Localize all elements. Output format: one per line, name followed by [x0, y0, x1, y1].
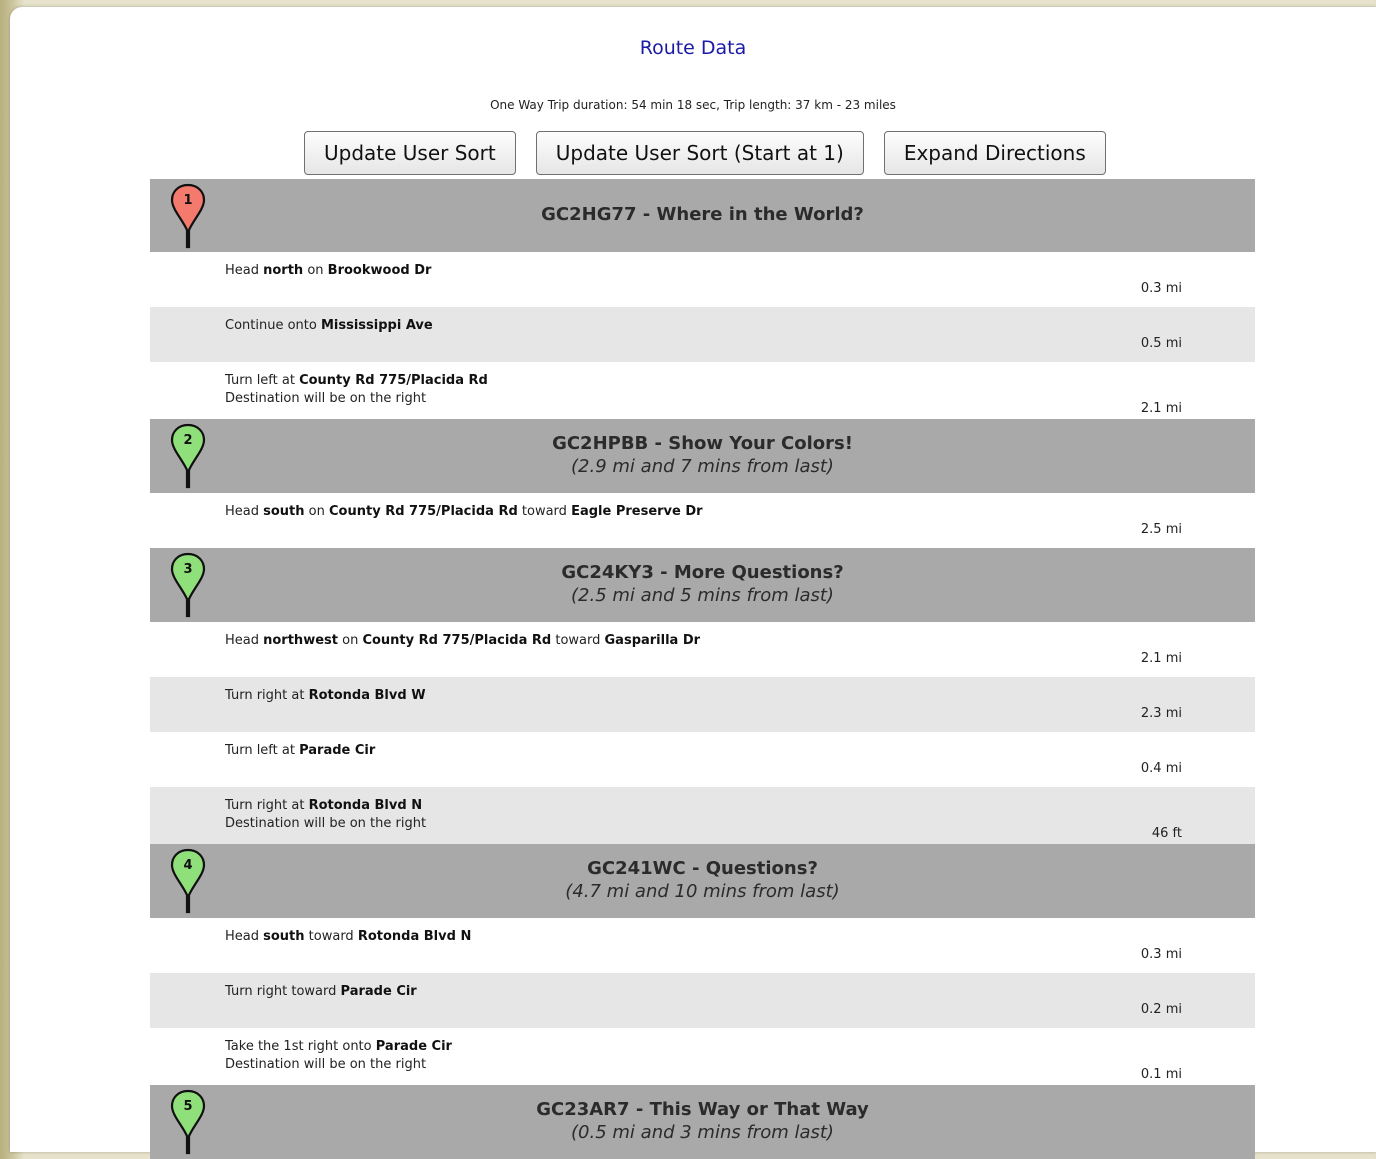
- direction-words: on: [337, 633, 363, 648]
- direction-distance: 2.1 mi: [1140, 651, 1182, 666]
- direction-row: [150, 493, 1255, 548]
- direction-keyword: Rotonda Blvd W: [308, 688, 426, 703]
- direction-words: Turn left at: [225, 743, 300, 758]
- cache-header: [150, 548, 1255, 622]
- direction-words: toward: [517, 504, 572, 519]
- direction-words: Head: [225, 504, 264, 519]
- direction-text: [225, 928, 471, 946]
- direction-row: [150, 973, 1255, 1028]
- direction-words: Turn left at: [225, 373, 300, 388]
- direction-text: [225, 503, 703, 521]
- direction-text: [225, 262, 431, 280]
- destination-note: Destination will be on the right: [225, 816, 427, 831]
- page-title: Route Data: [639, 37, 747, 59]
- direction-text: [225, 632, 700, 650]
- direction-row: [150, 362, 1255, 419]
- direction-words: Continue onto: [225, 318, 321, 333]
- cache-title[interactable]: GC241WC - Questions?: [587, 858, 818, 879]
- direction-keyword: County Rd 775/Placida Rd: [299, 373, 488, 388]
- trip-summary: One Way Trip duration: 54 min 18 sec, Trip length: 37 km - 23 miles: [490, 98, 896, 112]
- direction-words: on: [304, 504, 329, 519]
- direction-distance: 0.3 mi: [1140, 947, 1182, 962]
- direction-row: [150, 252, 1255, 307]
- direction-row: [150, 732, 1255, 787]
- direction-keyword: Parade Cir: [340, 984, 417, 999]
- direction-keyword: Parade Cir: [299, 743, 376, 758]
- cache-leg-summary: (4.7 mi and 10 mins from last): [565, 881, 840, 902]
- direction-text: [225, 687, 426, 705]
- direction-keyword: Parade Cir: [375, 1039, 452, 1054]
- cache-title[interactable]: GC2HPBB - Show Your Colors!: [552, 433, 853, 454]
- direction-keyword: Eagle Preserve Dr: [571, 504, 703, 519]
- pin-number: 3: [183, 562, 193, 577]
- update-user-sort-button[interactable]: Update User Sort: [304, 131, 516, 175]
- direction-row: [150, 307, 1255, 362]
- update-user-sort-start-button[interactable]: Update User Sort (Start at 1): [536, 131, 864, 175]
- cache-leg-summary: (2.5 mi and 5 mins from last): [571, 585, 834, 606]
- direction-keyword: Brookwood Dr: [327, 263, 432, 278]
- direction-words: Head: [225, 263, 264, 278]
- pin-number: 5: [183, 1099, 193, 1114]
- direction-distance: 0.2 mi: [1140, 1002, 1182, 1017]
- direction-row: [150, 787, 1255, 844]
- cache-leg-summary: (2.9 mi and 7 mins from last): [571, 456, 834, 477]
- expand-directions-button[interactable]: Expand Directions: [884, 131, 1106, 175]
- direction-keyword: Rotonda Blvd N: [357, 929, 472, 944]
- direction-words: Turn right at: [225, 798, 309, 813]
- cache-header: [150, 1085, 1255, 1159]
- direction-distance: 2.1 mi: [1140, 401, 1182, 416]
- direction-text: [225, 742, 375, 760]
- direction-distance: 46 ft: [1151, 826, 1182, 841]
- direction-words: Take the 1st right onto: [225, 1039, 376, 1054]
- direction-keyword: Gasparilla Dr: [604, 633, 701, 648]
- direction-distance: 0.5 mi: [1140, 336, 1182, 351]
- direction-keyword: south: [263, 929, 305, 944]
- destination-note: Destination will be on the right: [225, 1057, 427, 1072]
- cache-header: [150, 419, 1255, 493]
- direction-keyword: Mississippi Ave: [320, 318, 433, 333]
- cache-leg-summary: (0.5 mi and 3 mins from last): [571, 1122, 834, 1143]
- route-list: [150, 179, 1255, 1159]
- direction-row: [150, 677, 1255, 732]
- direction-row: [150, 622, 1255, 677]
- cache-header: [150, 844, 1255, 918]
- direction-keyword: County Rd 775/Placida Rd: [362, 633, 552, 648]
- direction-text: [225, 1038, 452, 1074]
- direction-keyword: south: [263, 504, 305, 519]
- direction-words: Turn right toward: [225, 984, 341, 999]
- cache-title[interactable]: GC2HG77 - Where in the World?: [541, 204, 864, 225]
- direction-text: [225, 797, 426, 833]
- direction-keyword: Rotonda Blvd N: [308, 798, 423, 813]
- direction-distance: 0.4 mi: [1140, 761, 1182, 776]
- direction-words: Turn right at: [225, 688, 309, 703]
- direction-text: [225, 372, 488, 408]
- direction-keyword: north: [263, 263, 304, 278]
- direction-keyword: northwest: [263, 633, 338, 648]
- cache-title[interactable]: GC23AR7 - This Way or That Way: [536, 1099, 869, 1120]
- direction-words: toward: [551, 633, 605, 648]
- direction-words: Head: [225, 633, 264, 648]
- direction-row: [150, 1028, 1255, 1085]
- pin-number: 1: [183, 193, 193, 208]
- direction-words: toward: [304, 929, 358, 944]
- direction-words: Head: [225, 929, 264, 944]
- direction-keyword: County Rd 775/Placida Rd: [329, 504, 518, 519]
- direction-distance: 0.1 mi: [1140, 1067, 1182, 1082]
- direction-distance: 2.3 mi: [1140, 706, 1182, 721]
- direction-text: [225, 983, 417, 1001]
- direction-distance: 2.5 mi: [1140, 522, 1182, 537]
- direction-words: on: [303, 263, 328, 278]
- pin-number: 2: [183, 433, 193, 448]
- cache-header: [150, 179, 1255, 252]
- direction-text: [225, 317, 433, 335]
- pin-number: 4: [183, 858, 193, 873]
- button-row: [304, 131, 1106, 175]
- direction-distance: 0.3 mi: [1140, 281, 1182, 296]
- direction-row: [150, 918, 1255, 973]
- destination-note: Destination will be on the right: [225, 391, 427, 406]
- cache-title[interactable]: GC24KY3 - More Questions?: [561, 562, 844, 583]
